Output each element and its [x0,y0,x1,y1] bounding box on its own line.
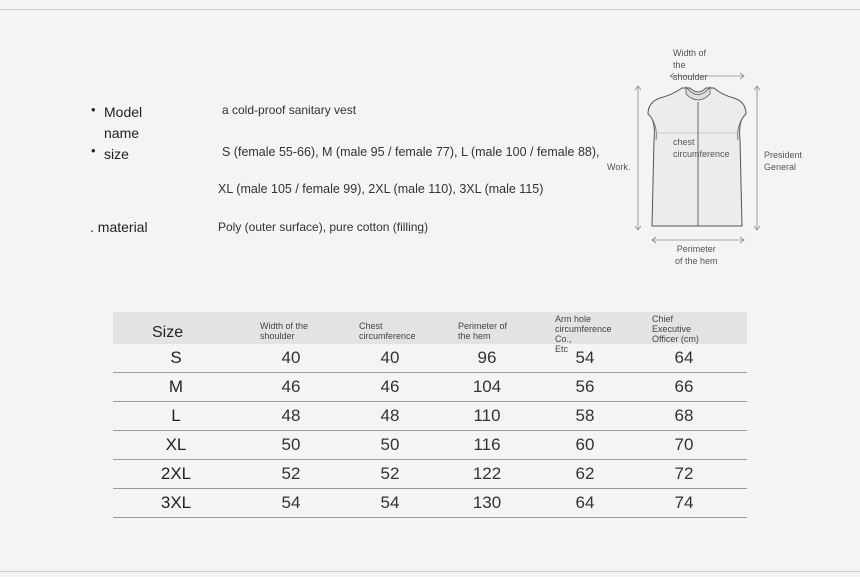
size-value-line1: S (female 55-66), M (male 95 / female 77), L (male 100 / female 88), [222,145,600,159]
table-row [113,373,747,402]
cell-shoulder: 50 [281,435,301,454]
cell-hem: 110 [473,406,501,425]
table-row [113,402,747,431]
model-value: a cold-proof sanitary vest [222,103,357,117]
cell-shoulder: 48 [281,406,301,425]
cell-chief: 72 [674,464,694,483]
cell-chest: 46 [380,377,400,396]
cell-hem: 104 [472,377,502,396]
header-armhole: Arm hole circumference Co., Etc [555,314,612,354]
cell-chief: 68 [674,406,694,425]
cell-chest: 40 [380,348,400,367]
cell-size: M [168,377,184,396]
cell-hem: 116 [473,435,501,454]
bullet-size: • [91,143,96,158]
top-divider [0,9,860,10]
cell-chest: 48 [380,406,400,425]
work-label: Work. [607,162,631,172]
cell-shoulder: 52 [281,464,301,483]
cell-armhole: 62 [575,464,595,483]
cell-armhole: 58 [575,406,595,425]
material-value: Poly (outer surface), pure cotton (filling) [218,220,429,234]
cell-chest: 52 [380,464,400,483]
header-hem: Perimeter of the hem [458,321,508,341]
table-row [113,431,747,460]
table-row [113,344,747,373]
cell-hem: 96 [477,348,497,367]
table-row [113,460,747,489]
bottom-divider [0,571,860,572]
hem-perimeter-label: Perimeter of the hem [675,244,718,266]
cell-chief: 66 [674,377,694,396]
cell-chief: 74 [674,493,694,512]
header-chief-executive-officer: Chief Executive Officer (cm) [652,314,699,344]
cell-chief: 70 [674,435,694,454]
shoulder-width-label: Width of the shoulder [673,48,708,82]
cell-chest: 54 [380,493,400,512]
cell-hem: 122 [472,464,502,483]
size-value-line2: XL (male 105 / female 99), 2XL (male 110), 3XL (male 115) [218,182,544,196]
material-label: . material [90,219,148,235]
cell-size: 3XL [160,493,192,512]
cell-size: XL [165,435,187,454]
president-general-label: President General [764,150,803,172]
header-shoulder-width: Width of the shoulder [260,321,309,341]
cell-armhole: 64 [575,493,595,512]
cell-armhole: 56 [575,377,595,396]
cell-chest: 50 [380,435,400,454]
cell-armhole: 54 [575,348,595,367]
size-table-header [113,312,747,354]
cell-shoulder: 46 [281,377,301,396]
cell-hem: 130 [472,493,502,512]
header-chest: Chest circumference [359,321,416,341]
cell-size: 2XL [160,464,192,483]
model-label: Model name [104,104,143,141]
table-row [113,489,747,518]
size-table [113,312,747,518]
cell-chief: 64 [674,348,694,367]
cell-size: S [170,348,182,367]
size-label: size [104,146,129,162]
cell-shoulder: 54 [281,493,301,512]
cell-size: L [171,406,181,425]
cell-shoulder: 40 [281,348,301,367]
bullet-model: • [91,102,96,117]
cell-armhole: 60 [575,435,595,454]
chest-circumference-label: chest circumference [673,137,730,159]
header-size: Size [152,324,184,341]
